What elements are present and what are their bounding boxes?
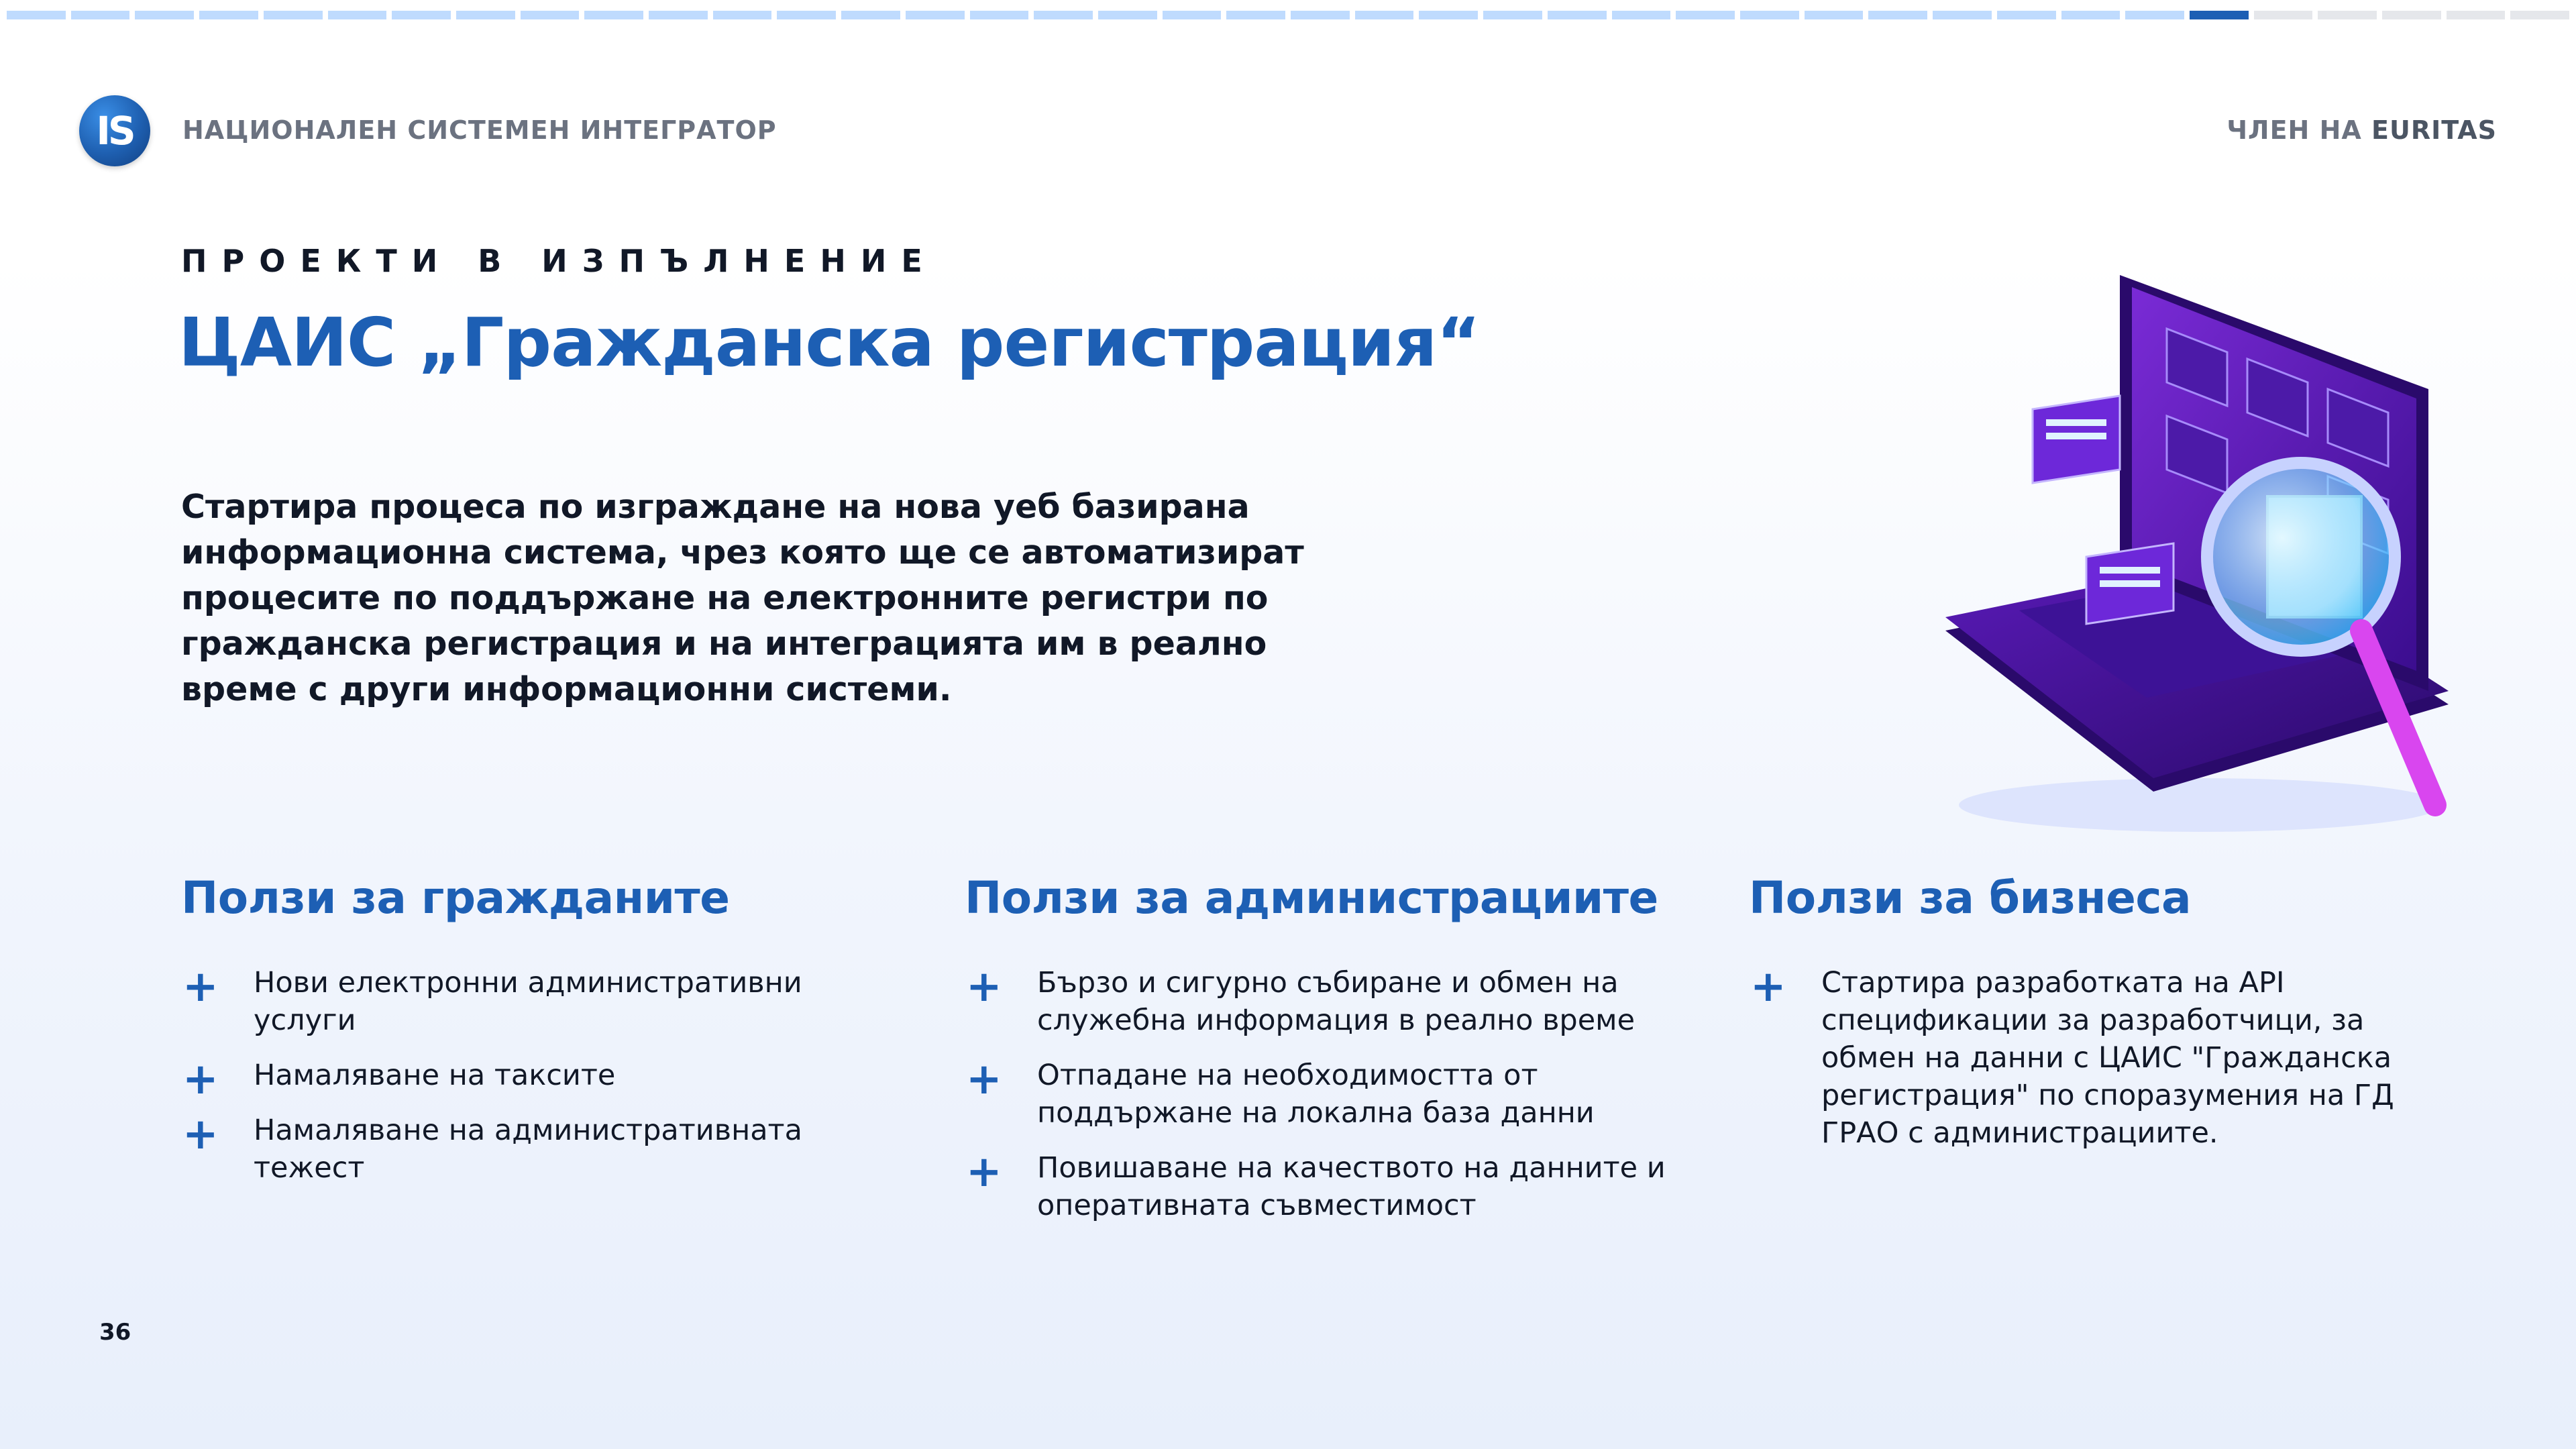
page-number: 36 xyxy=(99,1319,131,1346)
progress-segment xyxy=(135,11,194,19)
progress-segment xyxy=(521,11,580,19)
logo-text: IS xyxy=(96,108,133,154)
benefits-citizens xyxy=(181,872,912,1204)
list-item-text: Бързо и сигурно събиране и обмен на служебна информация в реално време xyxy=(1037,966,1635,1037)
progress-segment xyxy=(71,11,130,19)
list-item-text: Отпадане на необходимостта от поддържане на локална база данни xyxy=(1037,1059,1595,1130)
progress-segment xyxy=(970,11,1029,19)
progress-segment xyxy=(649,11,708,19)
list-item-text: Повишаване на качеството на данните и оперативната съвместимост xyxy=(1037,1151,1666,1222)
section-kicker: ПРОЕКТИ В ИЗПЪЛНЕНИЕ xyxy=(181,243,937,279)
progress-segment xyxy=(2254,11,2313,19)
progress-segment xyxy=(2125,11,2184,19)
member-prefix: ЧЛЕН НА xyxy=(2226,115,2362,145)
progress-segment xyxy=(1226,11,1285,19)
slide-progress-bar xyxy=(7,11,2569,19)
progress-segment xyxy=(1676,11,1735,19)
page-title: ЦАИС „Гражданска регистрация“ xyxy=(178,303,1480,382)
progress-segment xyxy=(2318,11,2377,19)
progress-segment xyxy=(584,11,643,19)
progress-segment xyxy=(1997,11,2056,19)
progress-segment xyxy=(264,11,323,19)
list-item xyxy=(181,964,912,1039)
plus-icon: + xyxy=(966,962,1002,1012)
progress-segment xyxy=(2190,11,2249,19)
progress-segment xyxy=(1483,11,1542,19)
plus-icon: + xyxy=(182,1110,219,1159)
progress-segment xyxy=(7,11,66,19)
list-item xyxy=(181,1055,912,1104)
progress-segment xyxy=(1612,11,1671,19)
plus-icon: + xyxy=(1750,962,1786,1012)
progress-segment xyxy=(1805,11,1864,19)
benefits-business xyxy=(1749,872,2433,1169)
list-item-text: Намаляване на таксите xyxy=(254,1059,616,1092)
list-item xyxy=(181,1112,912,1187)
laptop-illustration xyxy=(1919,255,2455,839)
progress-segment xyxy=(713,11,772,19)
member-name: EURITAS xyxy=(2371,115,2497,145)
progress-segment xyxy=(328,11,387,19)
list-item xyxy=(965,964,1709,1039)
progress-segment xyxy=(1740,11,1799,19)
progress-segment xyxy=(1933,11,1992,19)
list-item xyxy=(965,1149,1709,1224)
company-name: НАЦИОНАЛЕН СИСТЕМЕН ИНТЕГРАТОР xyxy=(182,115,777,145)
progress-segment xyxy=(1868,11,1927,19)
progress-segment xyxy=(1355,11,1414,19)
list-item-text: Стартира разработката на API спецификации за разработчици, за обмен на данни с ЦАИС "Гражданска регистрация" по споразумения на ГД ГРАО с администрациите. xyxy=(1821,966,2394,1150)
plus-icon: + xyxy=(182,1055,219,1104)
progress-segment xyxy=(2447,11,2506,19)
plus-icon: + xyxy=(182,962,219,1012)
list-item-text: Нови електронни административни услуги xyxy=(254,966,802,1037)
column-heading: Ползи за бизнеса xyxy=(1749,872,2192,924)
progress-segment xyxy=(199,11,258,19)
column-heading: Ползи за гражданите xyxy=(181,872,730,924)
progress-segment xyxy=(841,11,900,19)
progress-segment xyxy=(1419,11,1478,19)
company-logo xyxy=(79,95,150,166)
benefits-administrations xyxy=(965,872,1709,1242)
intro-paragraph: Стартира процеса по изграждане на нова уеб базирана информационна система, чрез която ще се автоматизират процесите по поддържане на електронните регистри по гражданска регистрация и на интеграцията им в реално време с други информационни системи. xyxy=(181,488,1304,708)
progress-segment xyxy=(1291,11,1350,19)
progress-segment xyxy=(2510,11,2569,19)
progress-segment xyxy=(906,11,965,19)
list-item xyxy=(1749,964,2433,1152)
progress-segment xyxy=(777,11,836,19)
member-label xyxy=(2226,115,2497,145)
column-heading: Ползи за администрациите xyxy=(965,872,1658,924)
progress-segment xyxy=(1548,11,1607,19)
progress-segment xyxy=(1034,11,1093,19)
progress-segment xyxy=(392,11,451,19)
progress-segment xyxy=(2382,11,2441,19)
progress-segment xyxy=(1163,11,1222,19)
list-item xyxy=(965,1057,1709,1132)
plus-icon: + xyxy=(966,1055,1002,1104)
plus-icon: + xyxy=(966,1147,1002,1197)
progress-segment xyxy=(2061,11,2121,19)
progress-segment xyxy=(456,11,515,19)
list-item-text: Намаляване на административната тежест xyxy=(254,1114,802,1185)
progress-segment xyxy=(1098,11,1157,19)
